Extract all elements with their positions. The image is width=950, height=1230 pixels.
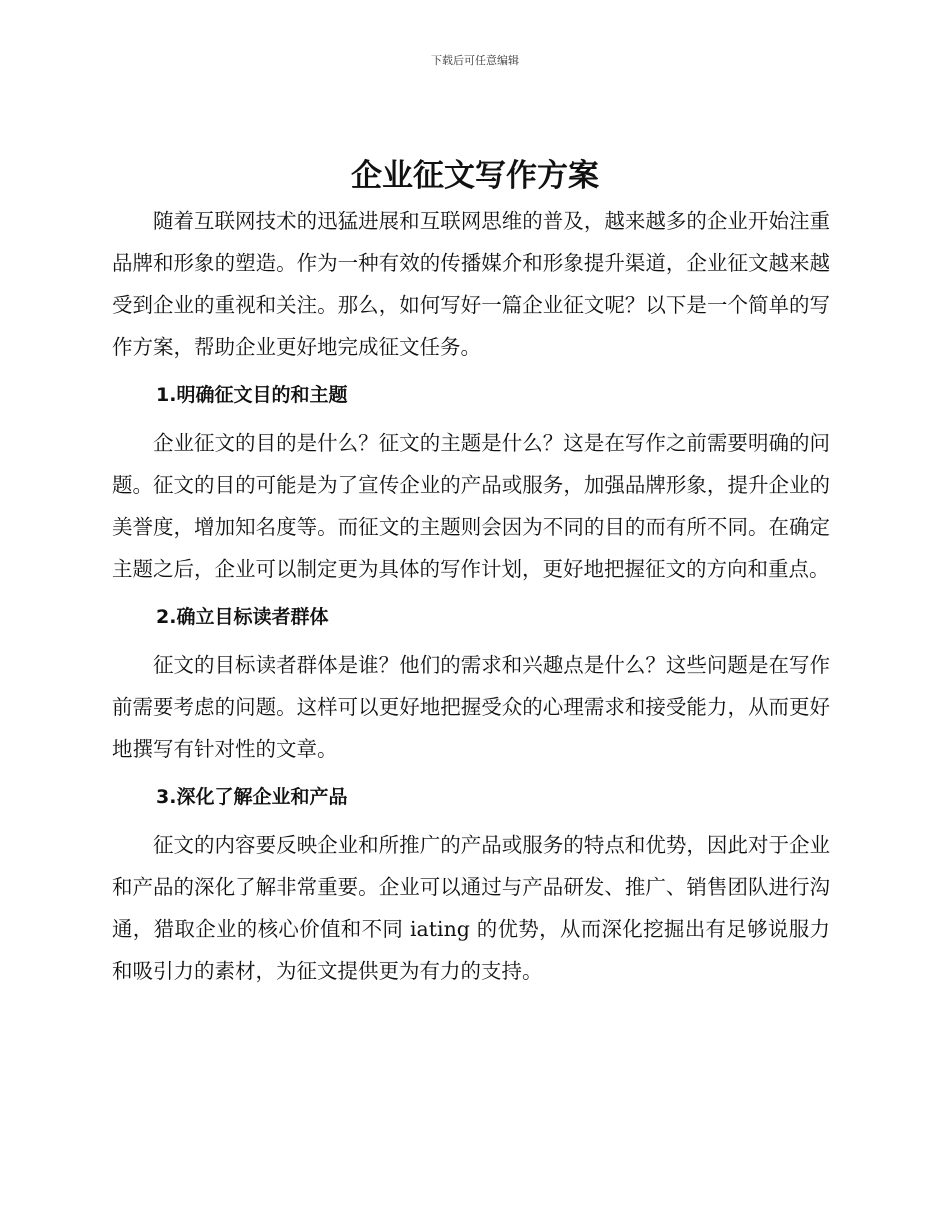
intro-paragraph: 随着互联网技术的迅猛进展和互联网思维的普及，越来越多的企业开始注重品牌和形象的塑造。作为一种有效的传播媒介和形象提升渠道，企业征文越来越受到企业的重视和关注。那么，如何写好一篇企业征文呢？以下是一个简单的写作方案，帮助企业更好地完成征文任务。 [112, 209, 830, 359]
page-header: 下载后可任意编辑 [431, 54, 519, 67]
section-body-3: 征文的内容要反映企业和所推广的产品或服务的特点和优势，因此对于企业和产品的深化了解非常重要。企业可以通过与产品研发、推广、销售团队进行沟通，猎取企业的核心价值和不同 iating 的优势，从而深化挖掘出有足够说服力和吸引力的素材，为征文提供更为有力的支持。 [112, 833, 830, 983]
document-body [112, 200, 830, 992]
section-body-1: 企业征文的目的是什么？征文的主题是什么？这是在写作之前需要明确的问题。征文的目的可能是为了宣传企业的产品或服务，加强品牌形象，提升企业的美誉度，增加知名度等。而征文的主题则会因为不同的目的而有所不同。在确定主题之后，企业可以制定更为具体的写作计划，更好地把握征文的方向和重点。 [112, 431, 830, 581]
section-heading-2: 2.确立目标读者群体 [156, 606, 329, 628]
section-heading-3: 3.深化了解企业和产品 [156, 786, 348, 808]
section-body-2: 征文的目标读者群体是谁？他们的需求和兴趣点是什么？这些问题是在写作前需要考虑的问题。这样可以更好地把握受众的心理需求和接受能力，从而更好地撰写有针对性的文章。 [112, 653, 830, 761]
document-title: 企业征文写作方案 [351, 158, 599, 194]
section-heading-1: 1.明确征文目的和主题 [156, 384, 348, 406]
